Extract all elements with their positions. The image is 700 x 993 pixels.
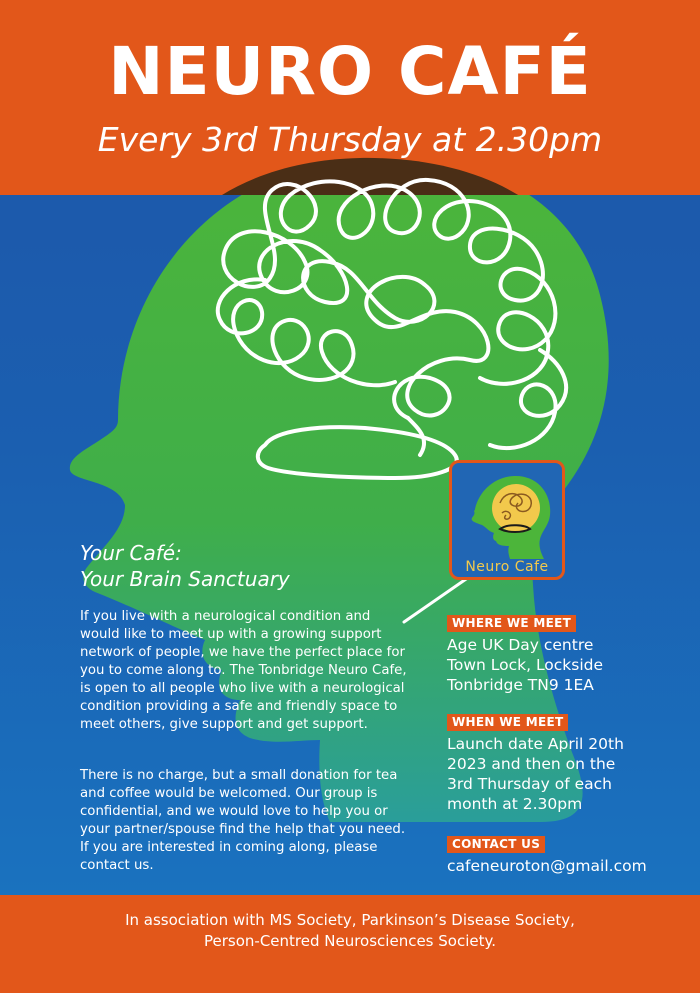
where-line: Tonbridge TN9 1EA <box>447 676 594 694</box>
page-subtitle: Every 3rd Thursday at 2.30pm <box>97 120 603 159</box>
page-title: NEURO CAFÉ <box>108 33 592 110</box>
logo-label: Neuro Cafe <box>465 559 549 575</box>
donation-paragraph: There is no charge, but a small donation for tea and coffee would be welcomed. Our group is confidential, and we would love to help you or your partner/spouse find the help that you need. If you are interested in coming along, please contact us. <box>80 768 406 873</box>
where-line: Age UK Day centre <box>447 636 594 654</box>
when-line: 3rd Thursday of each <box>447 775 612 793</box>
tagline <box>80 540 290 592</box>
footer-line-1: In association with MS Society, Parkinson’s Disease Society, <box>125 911 575 929</box>
footer-line-2: Person-Centred Neurosciences Society. <box>204 932 496 950</box>
when-line: month at 2.30pm <box>447 795 583 813</box>
intro-paragraph: If you live with a neurological condition and would like to meet up with a growing support network of people, we have the perfect place for you to come along to. The Tonbridge Neuro Cafe, is open to all people who live with a neurological condition providing a safe and friendly space to meet others, give support and get support. <box>80 609 407 732</box>
tagline-line-2: Your Brain Sanctuary <box>80 567 290 591</box>
contact-email[interactable]: cafeneuroton@gmail.com <box>447 857 647 875</box>
neuro-cafe-logo <box>449 460 565 580</box>
footer-text <box>0 910 700 952</box>
when-line: Launch date April 20th <box>447 735 624 753</box>
where-line: Town Lock, Lockside <box>447 656 604 674</box>
tagline-line-1: Your Café: <box>80 541 182 565</box>
when-line: 2023 and then on the <box>447 755 616 773</box>
contact-heading: CONTACT US <box>447 836 545 853</box>
where-heading: WHERE WE MEET <box>447 615 576 632</box>
when-heading: WHEN WE MEET <box>447 714 568 731</box>
when-section <box>447 711 687 814</box>
contact-section <box>447 833 687 876</box>
where-section <box>447 612 687 695</box>
